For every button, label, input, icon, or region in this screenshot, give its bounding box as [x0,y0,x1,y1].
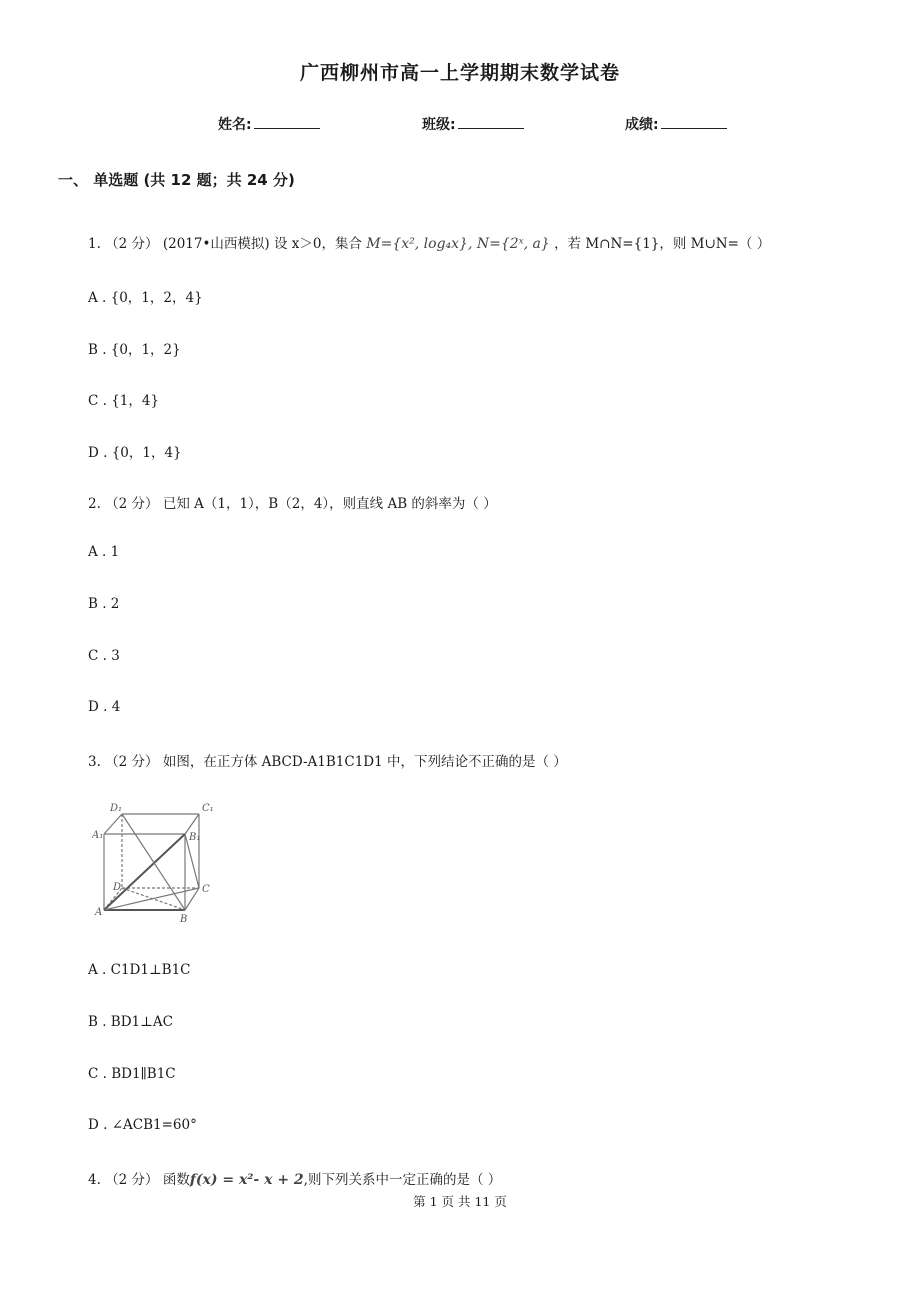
diagonal-d1b [122,814,185,910]
q3-option-d: D . ∠ACB1=60° [88,1117,197,1133]
class-blank[interactable] [458,114,524,129]
diagonal-ab1 [104,834,185,910]
question-1-formula: M={x², log₄x}, N={2ˣ, a} [366,236,550,252]
q2-option-c: C . 3 [88,648,120,664]
section-heading: 一、 单选题 (共 12 题；共 24 分) [58,171,295,189]
question-4-formula: f(x) = x²- x + 2 [189,1172,304,1188]
name-label: 姓名: [218,117,252,133]
score-blank[interactable] [661,114,727,129]
q1-option-c: C . {1，4} [88,393,160,409]
class-label: 班级: [422,117,456,133]
page-footer: 第 1 页 共 11 页 [413,1194,507,1209]
score-label: 成绩: [625,117,659,133]
page-title: 广西柳州市高一上学期期末数学试卷 [299,62,620,84]
question-4 [88,1168,501,1188]
question-1-text-after: ，若 M∩N={1}，则 M∪N=（ ） [554,236,771,252]
q2-option-d: D . 4 [88,699,121,715]
question-1-text: 1. （2 分） (2017•山西模拟) 设 x＞0，集合 [88,236,362,252]
edge-a1d1 [104,814,122,834]
name-field [218,114,320,134]
q3-option-a: A . C1D1⊥B1C [88,962,191,978]
question-2: 2. （2 分） 已知 A（1，1），B（2，4），则直线 AB 的斜率为（ ） [88,496,497,512]
q1-option-d: D . {0，1，4} [88,445,182,461]
label-a: A [95,907,103,918]
q2-option-b: B . 2 [88,596,120,612]
label-b: B [180,914,188,925]
name-blank[interactable] [254,114,320,129]
q1-option-a: A . {0，1，2，4} [88,290,203,306]
cube-figure [92,798,222,926]
label-d1: D₁ [110,803,123,814]
question-3: 3. （2 分） 如图，在正方体 ABCD-A1B1C1D1 中，下列结论不正确的是（ ） [88,754,567,770]
label-d: D [113,882,122,893]
question-4-text-after: ,则下列关系中一定正确的是（ ） [303,1172,502,1188]
q3-option-c: C . BD1∥B1C [88,1066,176,1082]
edge-b1c1 [185,814,199,834]
q1-option-b: B . {0，1，2} [88,342,181,358]
label-c: C [202,884,210,895]
question-4-text: 4. （2 分） 函数 [88,1172,190,1188]
question-1 [88,232,770,252]
label-a1: A₁ [92,830,104,841]
label-b1: B₁ [189,832,201,843]
q2-option-a: A . 1 [88,544,120,560]
class-field [422,114,524,134]
q3-option-b: B . BD1⊥AC [88,1014,173,1030]
label-c1: C₁ [202,803,214,814]
score-field [625,114,727,134]
